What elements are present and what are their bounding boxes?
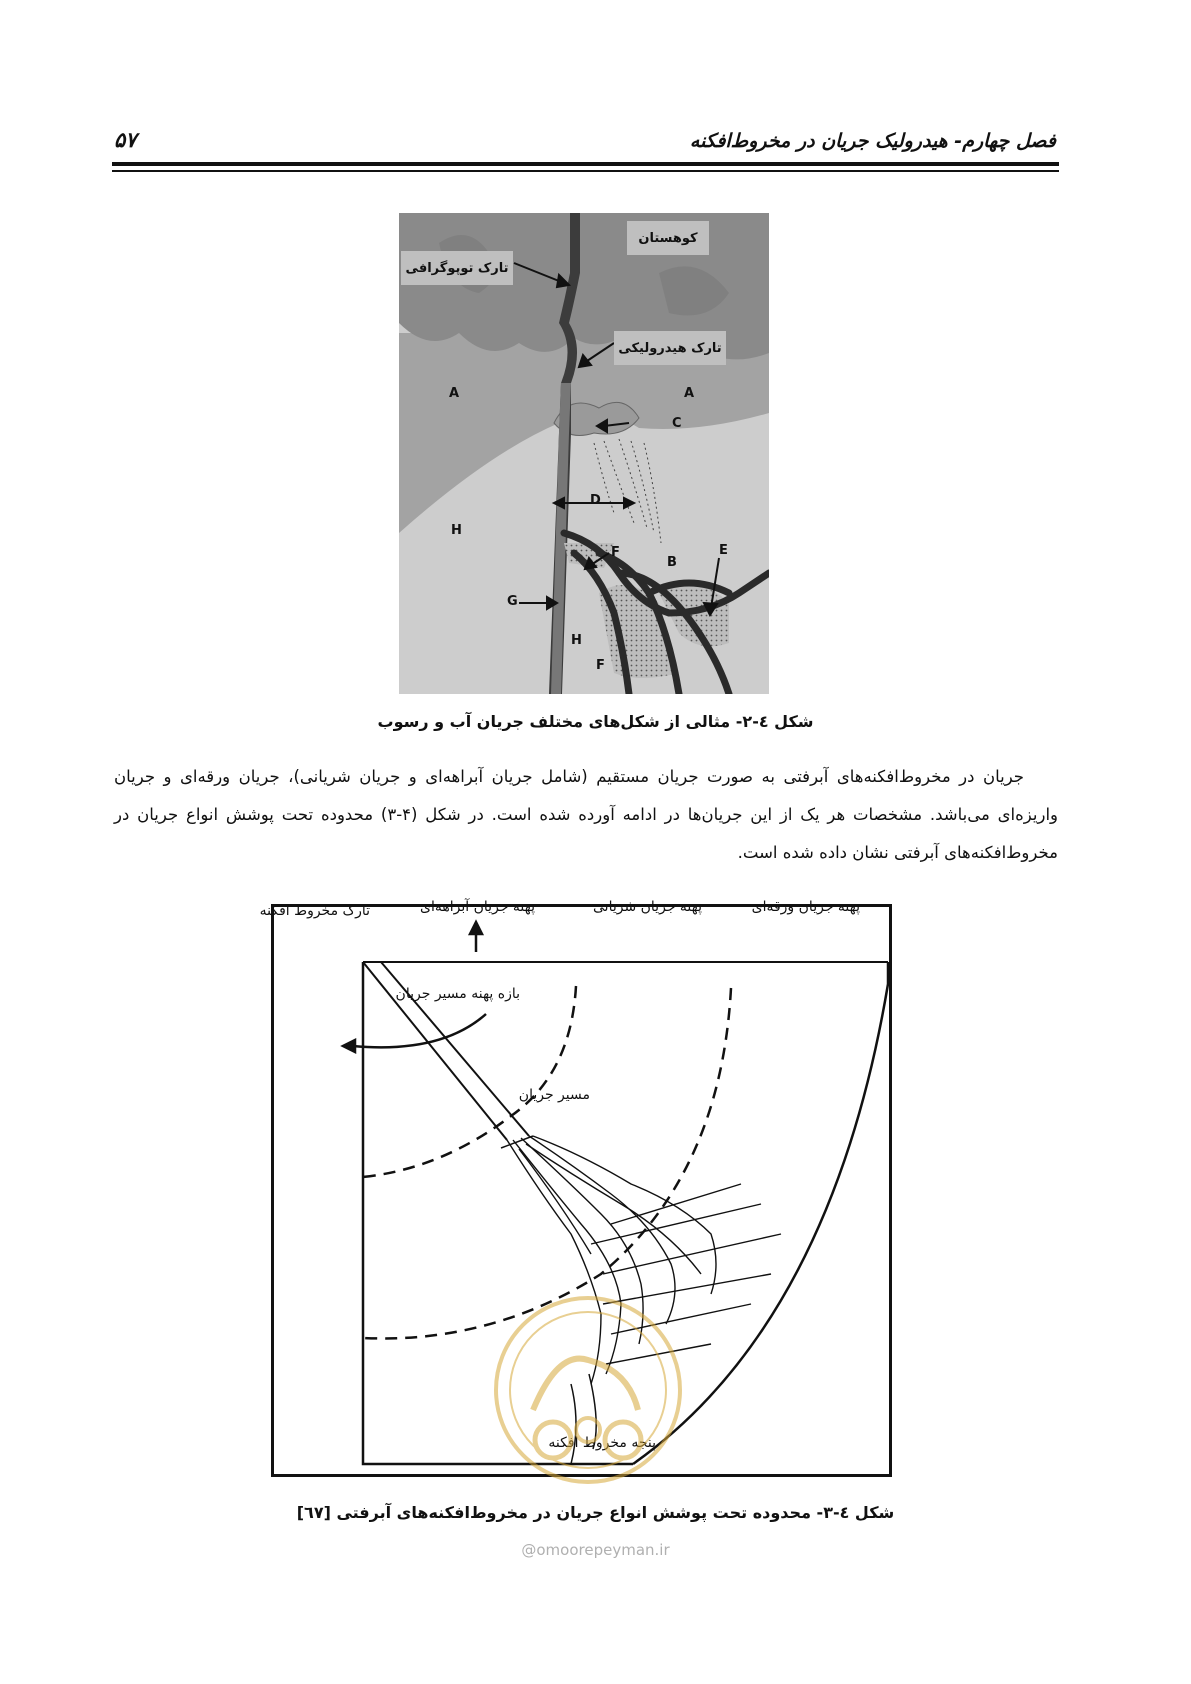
label-sheet-zone: پهنه جریان ورقه‌ای: [751, 899, 860, 915]
label-channel-zone: پهنه جریان آبراهه‌ای: [420, 899, 535, 915]
label-C: C: [672, 416, 682, 431]
publisher-stamp-icon: [488, 1290, 688, 1490]
label-H-top: H: [451, 523, 462, 538]
label-A-right: A: [684, 386, 695, 401]
figure1-caption: شکل ٤-٢- مثالی از شکل‌های مختلف جریان آب و رسوب: [377, 712, 814, 731]
label-E: E: [719, 543, 728, 558]
label-mountain: کوهستان: [627, 221, 709, 255]
website-watermark: @omoorepeyman.ir: [521, 1541, 670, 1559]
label-flow-path: مسیر جریان: [518, 1087, 590, 1103]
label-topographic-apex: تارک توپوگرافی: [401, 251, 513, 285]
label-fan-toe: پنجه مخروط افکنه: [548, 1435, 656, 1451]
figure2-caption: شکل ٤-٣- محدوده تحت پوشش انواع جریان در مخروط‌افکنه‌های آبرفتی [٦٧]: [296, 1503, 895, 1522]
figure-flow-forms: [399, 213, 769, 694]
label-A-left: A: [449, 386, 460, 401]
label-B: B: [667, 555, 677, 570]
chapter-title: فصل چهارم- هیدرولیک جریان در مخروط‌افکنه: [689, 130, 1056, 152]
page-number: ۵۷: [114, 128, 137, 152]
label-F-bottom: F: [596, 658, 605, 673]
figure-flow-forms-drawing: [399, 213, 769, 694]
label-H-bottom: H: [571, 633, 582, 648]
label-F-top: F: [611, 545, 620, 560]
label-G: G: [507, 594, 518, 609]
header-rule-thin: [112, 170, 1059, 172]
label-channel-reach: بازه پهنه مسیر جریان: [395, 986, 520, 1002]
label-hydraulic-apex: تارک هیدرولیکی: [614, 331, 726, 365]
label-D: D: [590, 493, 601, 508]
header-rule-thick: [112, 162, 1059, 166]
body-paragraph: جریان در مخروط‌افکنه‌های آبرفتی به صورت جریان مستقیم (شامل جریان آبراهه‌ای و جریان شریانی)، جریان ورقه‌ای و جریان واریزه‌ای می‌باشد. مشخصات هر یک از این جریان‌ها در ادامه آورده شده است. در شکل (۴-۳) محدوده تحت پوشش انواع جریان در مخروط‌افکنه‌های آبرفتی نشان داده شده است.: [114, 767, 1058, 862]
label-braided-zone: پهنه جریان شریانی: [593, 899, 702, 915]
label-fan-apex: تارک مخروط افکنه: [259, 903, 370, 919]
